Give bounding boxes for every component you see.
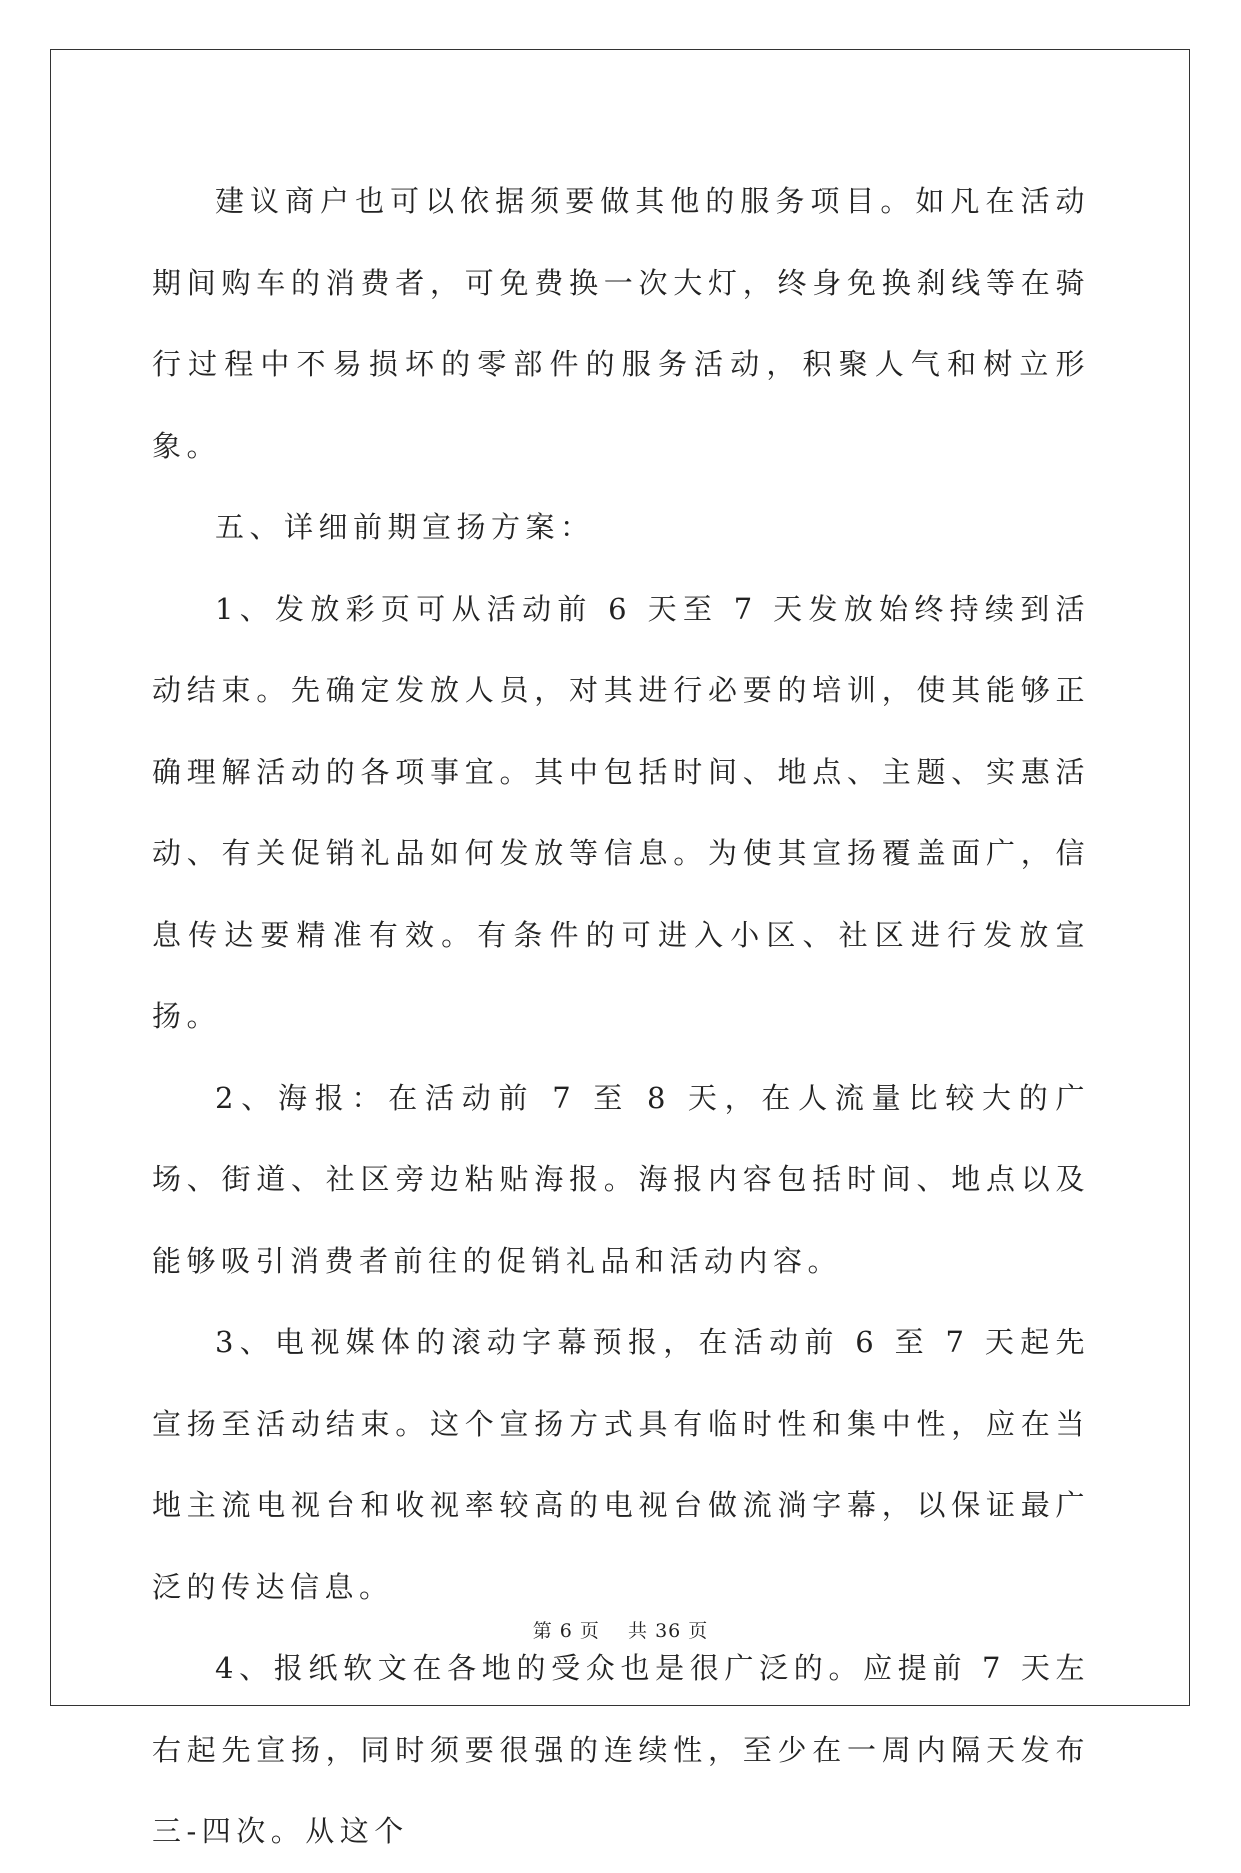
page-footer (0, 1616, 1241, 1643)
paragraph-service-items: 建议商户也可以依据须要做其他的服务项目。如凡在活动期间购车的消费者，可免费换一次大灯，终身免换刹线等在骑行过程中不易损坏的零部件的服务活动，积聚人气和树立形象。 (152, 184, 1090, 463)
paragraph-tv-ticker: 3、电视媒体的滚动字幕预报，在活动前 6 至 7 天起先宣扬至活动结束。这个宣扬方式具有临时性和集中性，应在当地主流电视台和收视率较高的电视台做流淌字幕，以保证最广泛的传达信息。 (152, 1325, 1090, 1604)
page-number: 第 6 页 (532, 1620, 600, 1642)
page-total: 共 36 页 (628, 1620, 709, 1642)
paragraph-newspaper: 4、报纸软文在各地的受众也是很广泛的。应提前 7 天左右起先宣扬，同时须要很强的连续性，至少在一周内隔天发布三-四次。从这个 (152, 1651, 1090, 1848)
paragraph-flyers: 1、发放彩页可从活动前 6 天至 7 天发放始终持续到活动结束。先确定发放人员，对其进行必要的培训，使其能够正确理解活动的各项事宜。其中包括时间、地点、主题、实惠活动、有关促销礼品如何发放等信息。为使其宣扬覆盖面广，信息传达要精准有效。有条件的可进入小区、社区进行发放宣扬。 (152, 591, 1090, 1033)
section-heading-promotion-plan: 五、详细前期宣扬方案： (215, 510, 595, 544)
paragraph-posters: 2、海报：在活动前 7 至 8 天，在人流量比较大的广场、街道、社区旁边粘贴海报。海报内容包括时间、地点以及能够吸引消费者前往的促销礼品和活动内容。 (152, 1080, 1090, 1278)
